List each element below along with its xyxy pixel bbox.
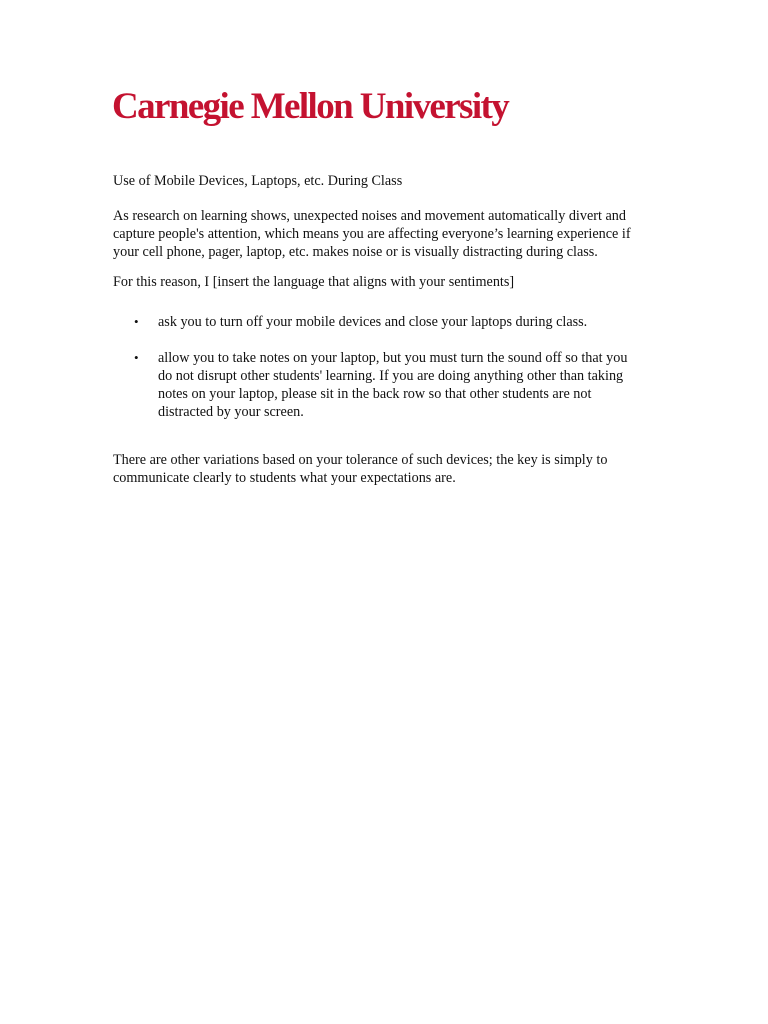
list-item	[113, 313, 643, 331]
bullet-icon: •	[134, 314, 139, 329]
document-title: Use of Mobile Devices, Laptops, etc. During Class	[113, 173, 403, 189]
intro-paragraph: As research on learning shows, unexpected noises and movement automatically divert and capture people's attention, which means you are affecting everyone’s learning experience if your cell phone, pager, laptop, etc. makes noise or is visually distracting during class.	[113, 208, 631, 260]
policy-options-list	[113, 313, 643, 421]
list-item	[113, 349, 643, 421]
list-item-text: ask you to turn off your mobile devices and close your laptops during class.	[158, 314, 588, 330]
document-body	[113, 172, 643, 499]
closing-paragraph: There are other variations based on your tolerance of such devices; the key is simply to communicate clearly to students what your expectations are.	[113, 452, 608, 486]
reason-paragraph: For this reason, I [insert the language that aligns with your sentiments]	[113, 274, 515, 290]
university-logo: Carnegie Mellon University	[112, 86, 509, 127]
list-item-text: allow you to take notes on your laptop, but you must turn the sound off so that you do not disrupt other students' learning. If you are doing anything other than taking notes on your laptop, please sit in the back row so that other students are not distracted by your screen.	[158, 350, 628, 420]
bullet-icon: •	[134, 350, 139, 365]
